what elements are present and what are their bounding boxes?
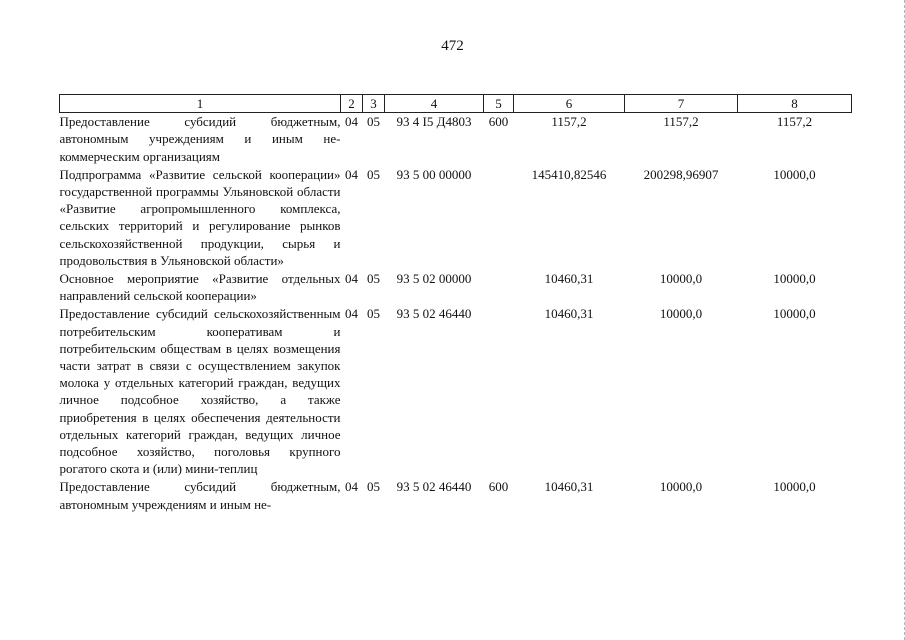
- target-article-code: 93 5 02 00000: [396, 271, 472, 287]
- amount-col-8: 10000,0: [773, 306, 816, 322]
- section-code: 04: [345, 114, 358, 130]
- subsection-code: 05: [367, 306, 380, 322]
- target-article-code: 93 5 02 46440: [396, 306, 472, 322]
- scan-edge-marks: [898, 0, 905, 640]
- row-description: Предоставление субсидий бюджетным, автономным учреждениям и иным некоммерческим организациям: [59, 114, 341, 164]
- expense-type-code: [484, 305, 514, 478]
- target-article-code: 93 4 I5 Д4803: [396, 114, 472, 130]
- expense-type-code: 600: [488, 479, 509, 495]
- amount-col-7: 1157,2: [663, 114, 699, 130]
- budget-table: [59, 94, 852, 514]
- amount-col-7: 200298,96907: [643, 166, 719, 182]
- table-row: [60, 478, 852, 513]
- section-code: 04: [345, 166, 358, 182]
- amount-col-8: 10000,0: [773, 271, 816, 287]
- col-header-7: 7: [625, 95, 738, 113]
- target-article-code: 93 5 00 00000: [396, 166, 472, 182]
- col-header-5: 5: [484, 95, 514, 113]
- col-header-2: 2: [341, 95, 363, 113]
- amount-col-7: 10000,0: [659, 479, 703, 495]
- target-article-code: 93 5 02 46440: [396, 479, 472, 495]
- subsection-code: 05: [367, 166, 380, 182]
- page-number: 472: [441, 38, 464, 54]
- row-description: Предоставление субсидий бюджетным, автономным учреждениям и иным не-: [59, 479, 341, 512]
- subsection-code: 05: [367, 271, 380, 287]
- table-row: [60, 270, 852, 305]
- amount-col-6: 145410,82546: [531, 166, 607, 182]
- row-description: Предоставление субсидий сельскохозяйственным потребительским кооперативам и потребительским обществам в целях возмещения части затрат в связи с осуществлением закупок молока у отдельных категорий граждан, ведущих личное подсобное хозяйство, а также приобретения в целях обеспечения деятельности отдельных категорий граждан, ведущих личное подсобное хозяйство, поголовья крупного рогатого скота и (или) мини-теплиц: [59, 306, 341, 477]
- expense-type-code: 600: [488, 114, 509, 130]
- section-code: 04: [345, 479, 358, 495]
- header-row: [60, 95, 852, 113]
- col-header-8: 8: [738, 95, 852, 113]
- table-row: [60, 166, 852, 270]
- col-header-3: 3: [363, 95, 385, 113]
- amount-col-6: 1157,2: [551, 114, 587, 130]
- col-header-4: 4: [385, 95, 484, 113]
- row-description: Подпрограмма «Развитие сельской кооперации» государственной программы Ульяновской области «Развитие агропромышленного комплекса, сельских территорий и регулирование рынков сельскохозяйственной продукции, сырья и продовольствия в Ульяновской области»: [59, 166, 341, 268]
- amount-col-6: 10460,31: [544, 306, 594, 322]
- expense-type-code: [484, 166, 514, 270]
- subsection-code: 05: [367, 479, 380, 495]
- amount-col-6: 10460,31: [544, 479, 594, 495]
- amount-col-6: 10460,31: [544, 271, 594, 287]
- section-code: 04: [345, 306, 358, 322]
- row-description: Основное мероприятие «Развитие отдельных направлений сельской кооперации»: [59, 271, 341, 304]
- amount-col-8: 10000,0: [773, 479, 816, 495]
- table-row: [60, 305, 852, 478]
- expense-type-code: [484, 270, 514, 305]
- section-code: 04: [345, 271, 358, 287]
- table-row: [60, 113, 852, 166]
- subsection-code: 05: [367, 114, 380, 130]
- col-header-6: 6: [514, 95, 625, 113]
- col-header-1: 1: [60, 95, 341, 113]
- amount-col-7: 10000,0: [659, 306, 703, 322]
- amount-col-8: 10000,0: [773, 166, 816, 182]
- amount-col-8: 1157,2: [776, 114, 813, 130]
- amount-col-7: 10000,0: [659, 271, 703, 287]
